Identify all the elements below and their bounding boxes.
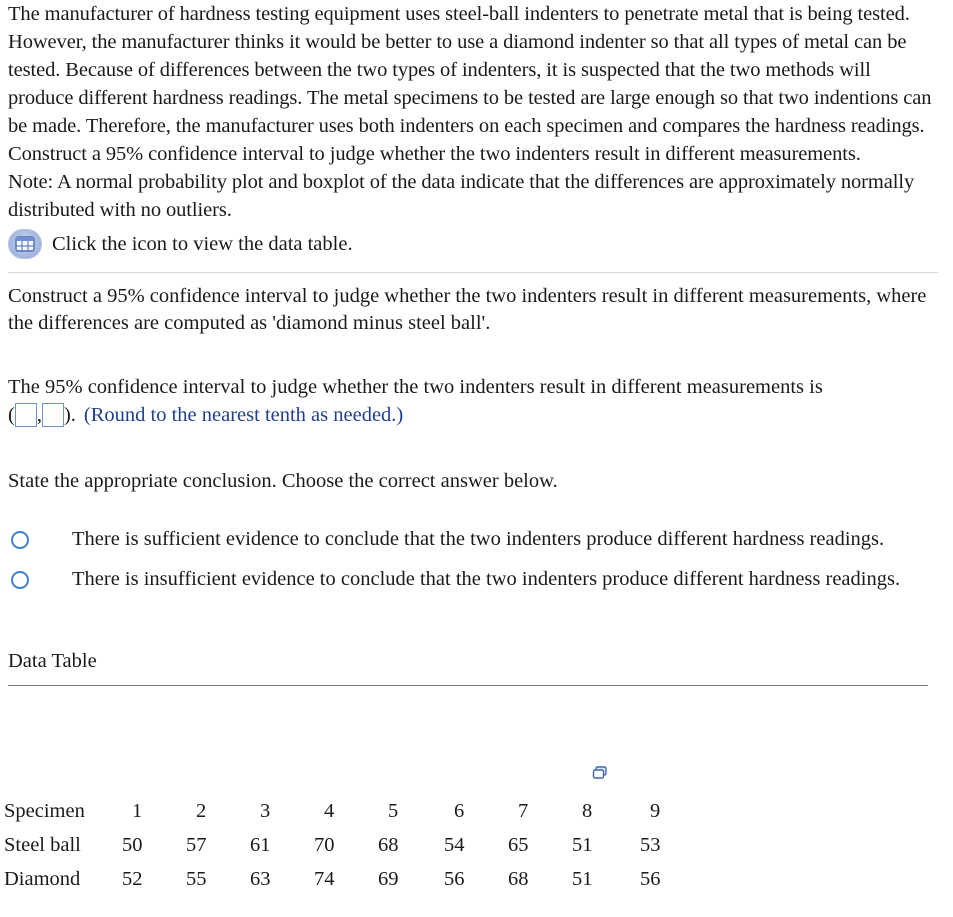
table-cell: 7 bbox=[518, 800, 529, 822]
table-row bbox=[4, 828, 690, 862]
table-cell: 53 bbox=[640, 834, 661, 856]
open-paren: ( bbox=[8, 404, 15, 426]
problem-note: Note: A normal probability plot and boxplot of the data indicate that the differences are approximately normally distributed with no outliers. bbox=[8, 171, 915, 221]
table-cell: 51 bbox=[572, 834, 593, 856]
page-content bbox=[8, 0, 938, 686]
problem-paragraph: The manufacturer of hardness testing equipment uses steel-ball indenters to penetrate metal that is being tested. However, the manufacturer thinks it would be better to use a diamond indenter so that all types of metal can be tested. Because of differences between the two types of indenters, it is suspected that the two methods will produce different hardness readings. The metal specimens to be tested are large enough so that two indentions can be made. Therefore, the manufacturer uses both indenters on each specimen and compares the hardness readings. Construct a 95% confidence interval to judge whether the two indenters result in different measurements. bbox=[8, 3, 932, 165]
table-cell: 6 bbox=[454, 800, 465, 822]
conclusion-prompt: State the appropriate conclusion. Choose the correct answer below. bbox=[8, 470, 558, 492]
table-cell: 55 bbox=[186, 868, 207, 890]
table-cell: 65 bbox=[508, 834, 529, 856]
table-cell: 63 bbox=[250, 868, 271, 890]
table-cell: 57 bbox=[186, 834, 207, 856]
table-cell: 61 bbox=[250, 834, 271, 856]
rounding-hint: (Round to the nearest tenth as needed.) bbox=[83, 404, 404, 426]
option-label: There is sufficient evidence to conclude that the two indenters produce different hardness readings. bbox=[72, 528, 885, 550]
table-cell: 70 bbox=[314, 834, 335, 856]
row-label: Diamond bbox=[4, 868, 81, 890]
data-table-link-label: Click the icon to view the data table. bbox=[52, 232, 353, 255]
table-cell: 8 bbox=[582, 800, 593, 822]
copy-icon[interactable] bbox=[592, 766, 608, 780]
data-table-rule bbox=[8, 685, 928, 686]
data-table bbox=[4, 794, 690, 896]
ci-statement: The 95% confidence interval to judge whether the two indenters result in different measurements is bbox=[8, 376, 823, 398]
table-cell: 3 bbox=[260, 800, 271, 822]
table-cell: 52 bbox=[122, 868, 143, 890]
ci-upper-input[interactable] bbox=[42, 403, 64, 427]
table-cell: 9 bbox=[650, 800, 661, 822]
radio-button[interactable] bbox=[11, 571, 29, 589]
problem-statement bbox=[8, 0, 938, 224]
table-cell: 68 bbox=[508, 868, 529, 890]
table-cell: 51 bbox=[572, 868, 593, 890]
table-cell: 56 bbox=[640, 868, 661, 890]
table-cell: 69 bbox=[378, 868, 399, 890]
table-row bbox=[4, 862, 690, 896]
table-cell: 50 bbox=[122, 834, 143, 856]
data-table-title: Data Table bbox=[8, 650, 97, 672]
row-label: Steel ball bbox=[4, 834, 81, 856]
table-cell: 4 bbox=[324, 800, 335, 822]
radio-button[interactable] bbox=[11, 531, 29, 549]
row-label: Specimen bbox=[4, 800, 85, 822]
table-cell: 68 bbox=[378, 834, 399, 856]
table-cell: 74 bbox=[314, 868, 335, 890]
section-divider bbox=[8, 272, 938, 273]
ci-lower-input[interactable] bbox=[15, 403, 37, 427]
table-cell: 54 bbox=[444, 834, 465, 856]
question-prompt: Construct a 95% confidence interval to judge whether the two indenters result in different measurements, where the differences are computed as 'diamond minus steel ball'. bbox=[8, 285, 927, 334]
conclusion-option-sufficient[interactable] bbox=[8, 525, 938, 553]
data-table-icon[interactable] bbox=[8, 229, 42, 259]
close-paren: ). bbox=[63, 404, 76, 426]
table-cell: 1 bbox=[132, 800, 143, 822]
table-row bbox=[4, 794, 690, 828]
comma: , bbox=[36, 404, 42, 426]
data-table-link-row bbox=[8, 228, 938, 260]
table-cell: 56 bbox=[444, 868, 465, 890]
table-cell: 5 bbox=[388, 800, 399, 822]
conclusion-option-insufficient[interactable] bbox=[8, 565, 938, 593]
option-label: There is insufficient evidence to conclude that the two indenters produce different hardness readings. bbox=[72, 568, 901, 590]
conclusion-options bbox=[8, 525, 938, 593]
ci-answer-row bbox=[8, 401, 938, 429]
table-cell: 2 bbox=[196, 800, 207, 822]
